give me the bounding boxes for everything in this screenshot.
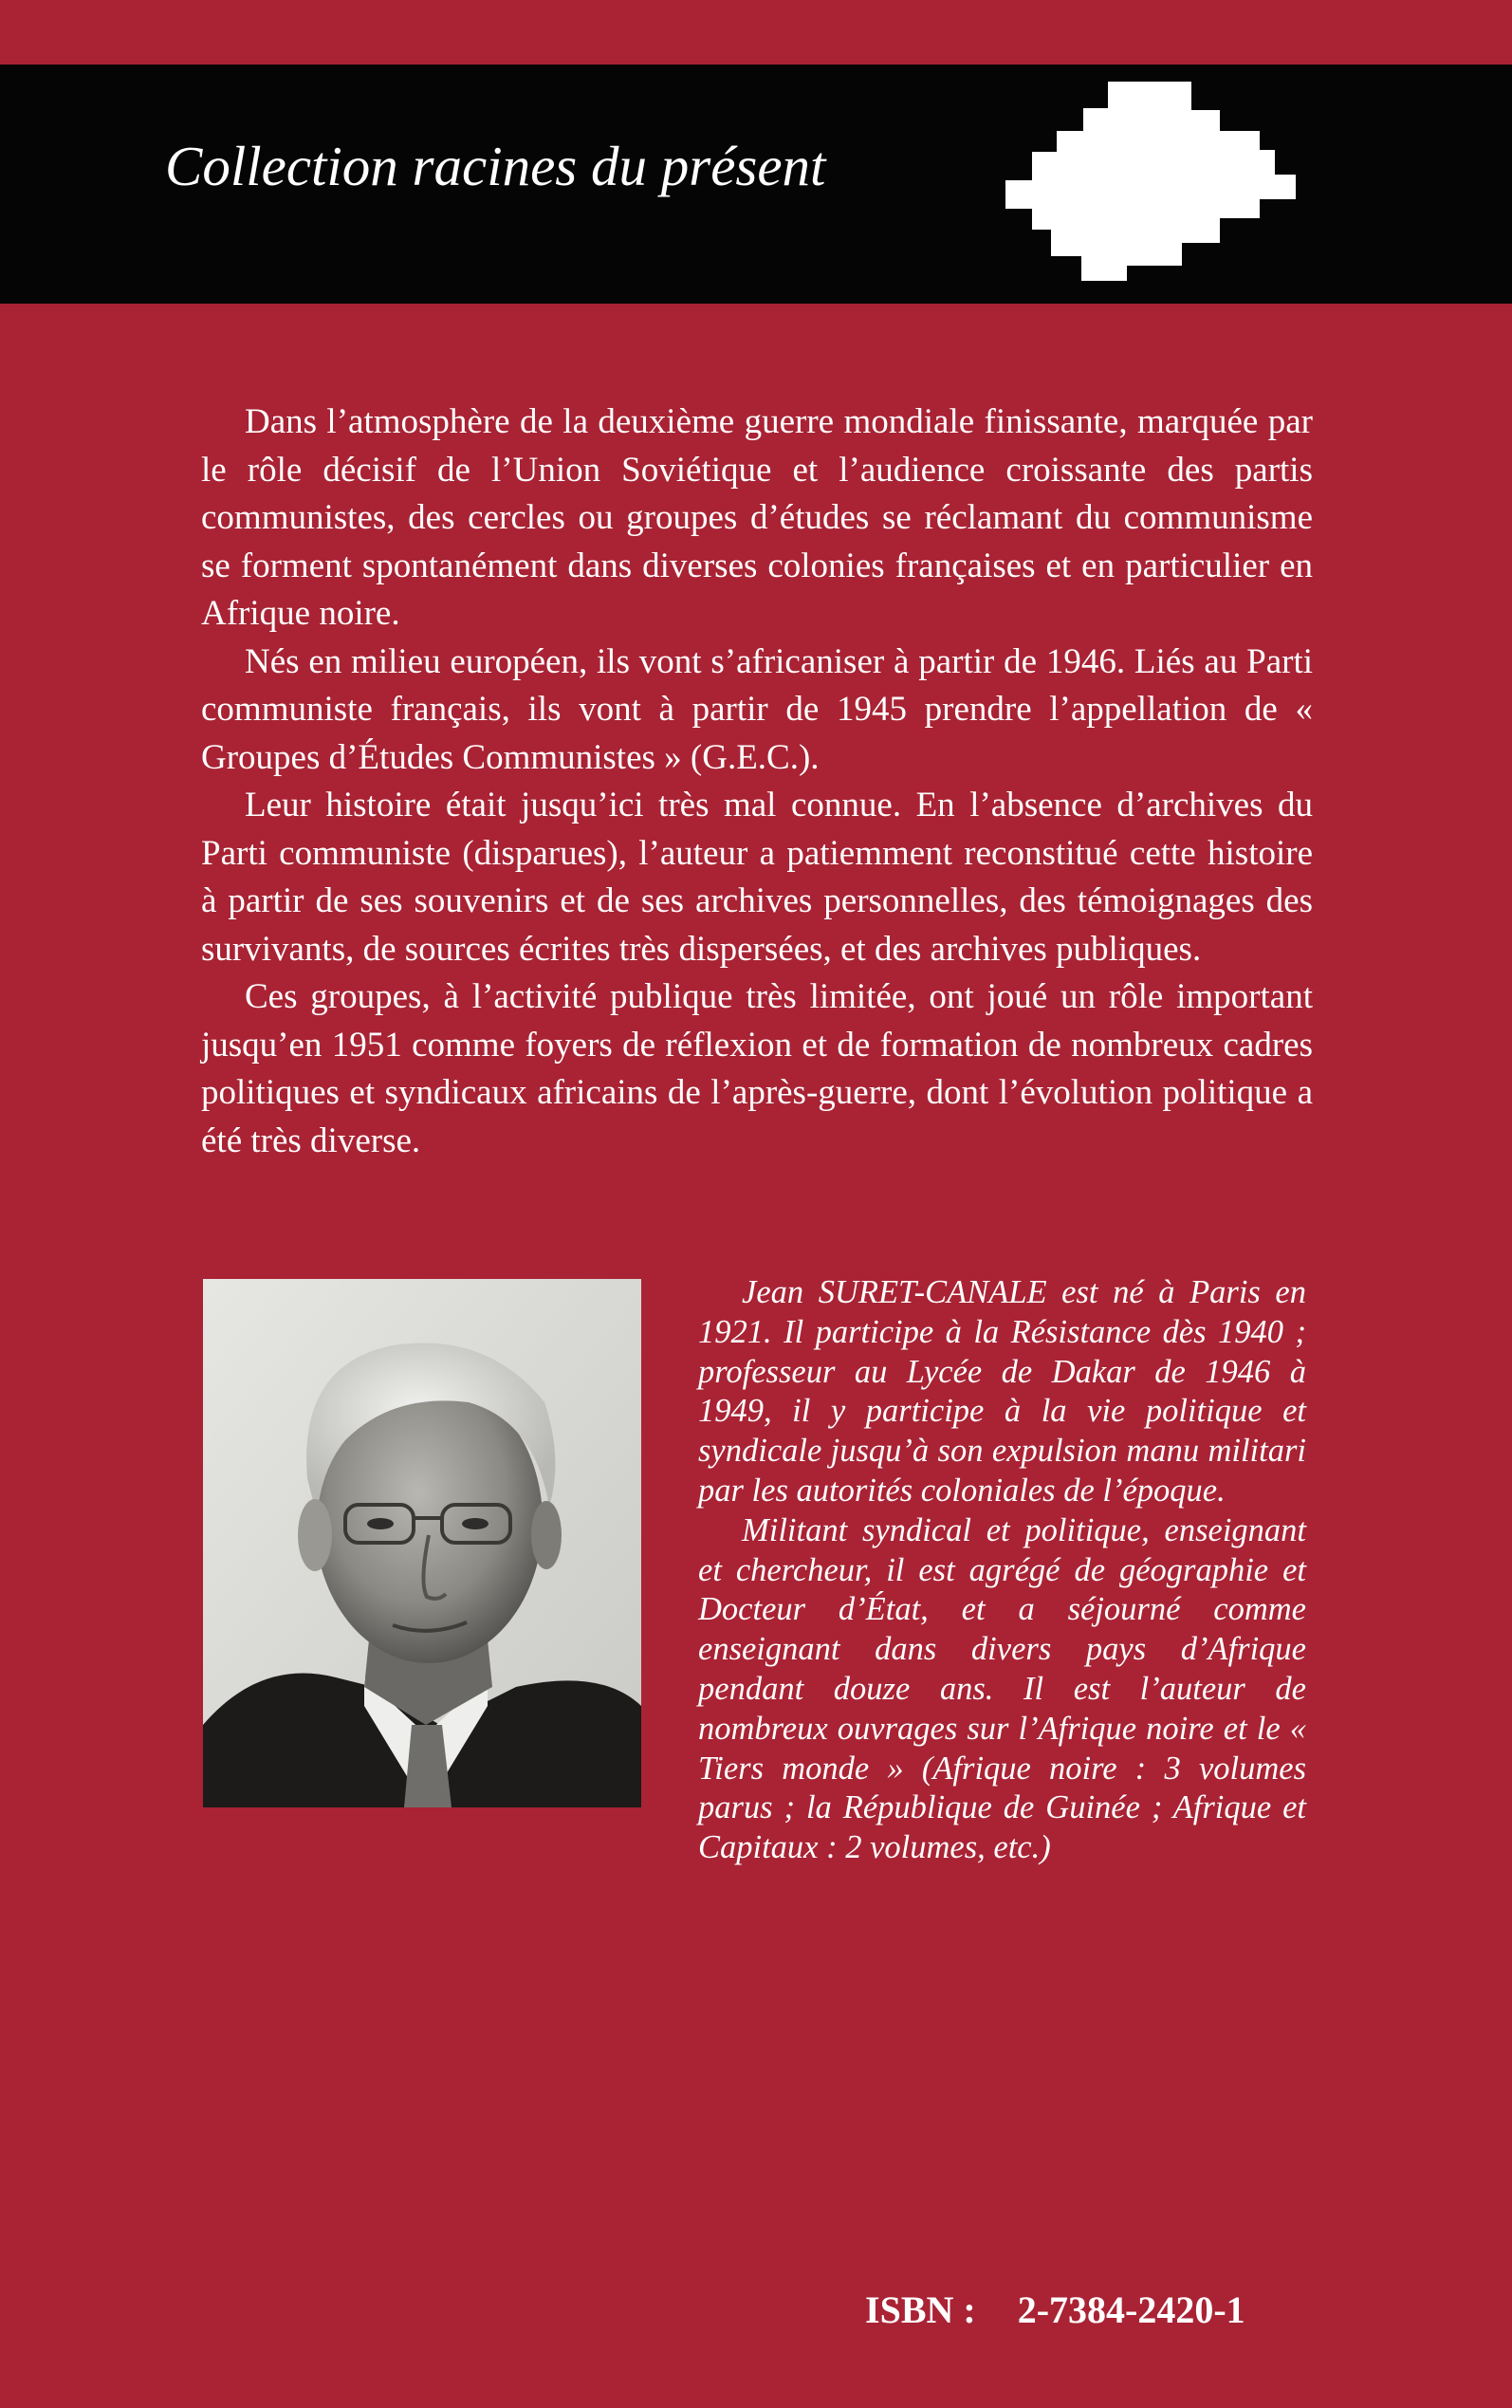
isbn-line (865, 2288, 1245, 2331)
back-cover-blurb (201, 398, 1313, 1165)
blurb-paragraph: Ces groupes, à l’activité publique très limitée, ont joué un rôle important jusqu’en 1951 comme foyers de réflexion et de formation de nombreux cadres politiques et syndicaux africains de l’après-guerre, dont l’évolution politique a été très diverse. (201, 977, 1313, 1160)
isbn-number: 2-7384-2420-1 (1017, 2288, 1245, 2331)
isbn-label: ISBN : (865, 2288, 976, 2331)
blurb-paragraph: Nés en milieu européen, ils vont s’africaniser à partir de 1946. Liés au Parti communiste français, ils vont à partir de 1945 prendre l’appellation de « Groupes d’Études Communistes » (G.E.C.). (201, 641, 1313, 777)
bio-paragraph: Militant syndical et politique, enseignant et chercheur, il est agrégé de géographie et Docteur d’État, et a séjourné comme enseignant dans divers pays d’Afrique pendant douze ans. Il est l’auteur de nombreux ouvrages sur l’Afrique noire et le « Tiers monde » (Afrique noire : 3 volumes parus ; la République de Guinée ; Afrique et Capitaux : 2 volumes, etc.) (698, 1511, 1306, 1866)
blurb-paragraph: Dans l’atmosphère de la deuxième guerre mondiale finissante, marquée par le rôle décisif de l’Union Soviétique et l’audience croissante des partis communistes, des cercles ou groupes d’études se réclamant du communisme se forment spontanément dans diverses colonies françaises et en particulier en Afrique noire. (201, 402, 1313, 633)
bio-paragraph: Jean SURET-CANALE est né à Paris en 1921. Il participe à la Résistance dès 1940 ; professeur au Lycée de Dakar de 1946 à 1949, il y participe à la vie politique et syndicale jusqu’à son expulsion manu militari par les autorités coloniales de l’époque. (698, 1274, 1306, 1509)
author-portrait-image (203, 1279, 641, 1807)
author-portrait (203, 1279, 641, 1807)
author-biography (698, 1273, 1306, 1868)
blurb-paragraph: Leur histoire était jusqu’ici très mal connue. En l’absence d’archives du Parti communiste (disparues), l’auteur a patiemment reconstitué cette histoire à partir de ses souvenirs et de ses archives personnelles, des témoignages des survivants, de sources écrites très dispersées, et des archives publiques. (201, 786, 1313, 969)
series-title: Collection racines du présent (165, 135, 826, 197)
series-logo-icon (1005, 82, 1296, 281)
